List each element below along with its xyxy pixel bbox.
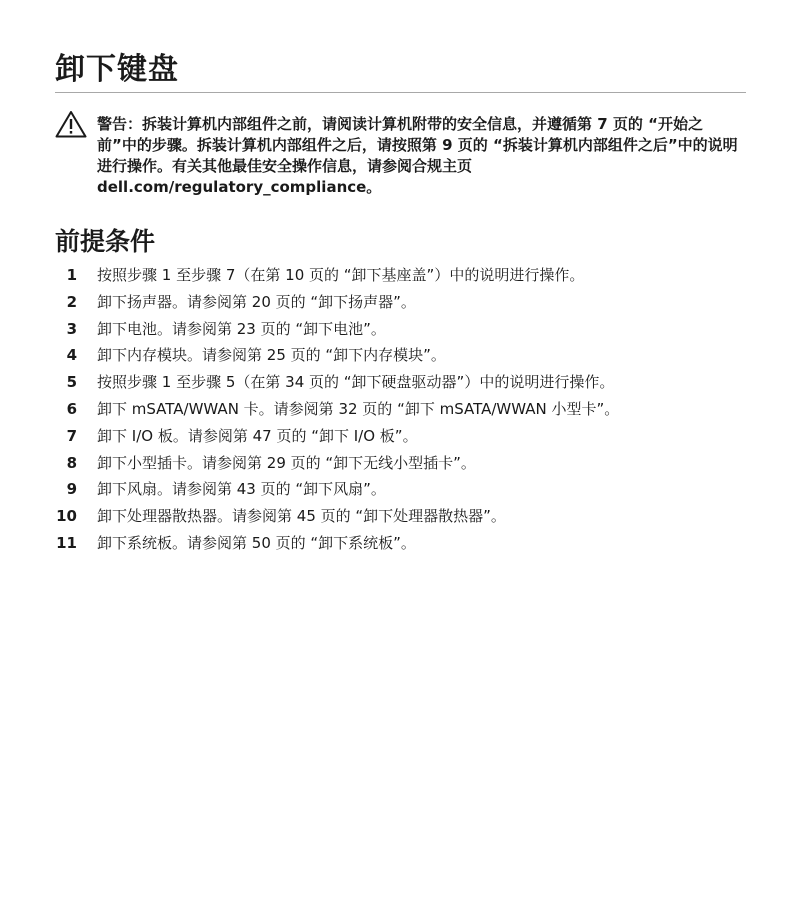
page-title: 卸下键盘 — [55, 52, 179, 87]
step-text: 卸下系统板。请参阅第 50 页的 “卸下系统板”。 — [97, 533, 416, 552]
list-item — [55, 289, 755, 316]
title-divider — [55, 92, 746, 93]
step-number: 4 — [66, 346, 77, 365]
list-item — [55, 476, 755, 503]
step-number: 6 — [66, 399, 77, 418]
list-item — [55, 396, 755, 423]
step-number: 5 — [66, 373, 77, 392]
prerequisites-list — [55, 262, 755, 557]
list-item — [55, 450, 755, 477]
prerequisites-title: 前提条件 — [55, 227, 156, 256]
list-item — [55, 530, 755, 557]
step-text: 按照步骤 1 至步骤 7（在第 10 页的 “卸下基座盖”）中的说明进行操作。 — [97, 266, 585, 284]
step-number: 8 — [66, 453, 77, 472]
step-text: 按照步骤 1 至步骤 5（在第 34 页的 “卸下硬盘驱动器”）中的说明进行操作。 — [97, 373, 615, 392]
list-item — [55, 369, 755, 396]
list-item — [55, 342, 755, 369]
step-number: 1 — [66, 266, 77, 284]
warning-text: 警告：拆装计算机内部组件之前，请阅读计算机附带的安全信息，并遵循第 7 页的 “开始之前”中的步骤。拆装计算机内部组件之后，请按照第 9 页的 “拆装计算机内部组件之后”中的说明进行操作。有关其他最佳安全操作信息，请参阅合规主页 dell.com/regulatory_compliance。 — [97, 115, 738, 196]
list-item — [55, 503, 755, 530]
step-text: 卸下风扇。请参阅第 43 页的 “卸下风扇”。 — [97, 480, 386, 499]
list-item — [55, 423, 755, 450]
list-item — [55, 262, 755, 289]
warning-triangle-icon — [55, 110, 87, 138]
list-item — [55, 316, 755, 343]
step-number: 2 — [66, 292, 77, 311]
step-text: 卸下小型插卡。请参阅第 29 页的 “卸下无线小型插卡”。 — [97, 453, 476, 472]
step-text: 卸下内存模块。请参阅第 25 页的 “卸下内存模块”。 — [97, 346, 446, 365]
step-text: 卸下 I/O 板。请参阅第 47 页的 “卸下 I/O 板”。 — [97, 426, 418, 445]
step-text: 卸下处理器散热器。请参阅第 45 页的 “卸下处理器散热器”。 — [97, 507, 506, 526]
step-number: 11 — [56, 533, 77, 552]
step-number: 3 — [66, 319, 77, 338]
step-number: 10 — [56, 507, 77, 526]
step-text: 卸下扬声器。请参阅第 20 页的 “卸下扬声器”。 — [97, 292, 416, 311]
step-text: 卸下 mSATA/WWAN 卡。请参阅第 32 页的 “卸下 mSATA/WWAN 小型卡”。 — [97, 399, 620, 418]
step-text: 卸下电池。请参阅第 23 页的 “卸下电池”。 — [97, 319, 386, 338]
step-number: 7 — [66, 426, 77, 445]
step-number: 9 — [66, 480, 77, 499]
